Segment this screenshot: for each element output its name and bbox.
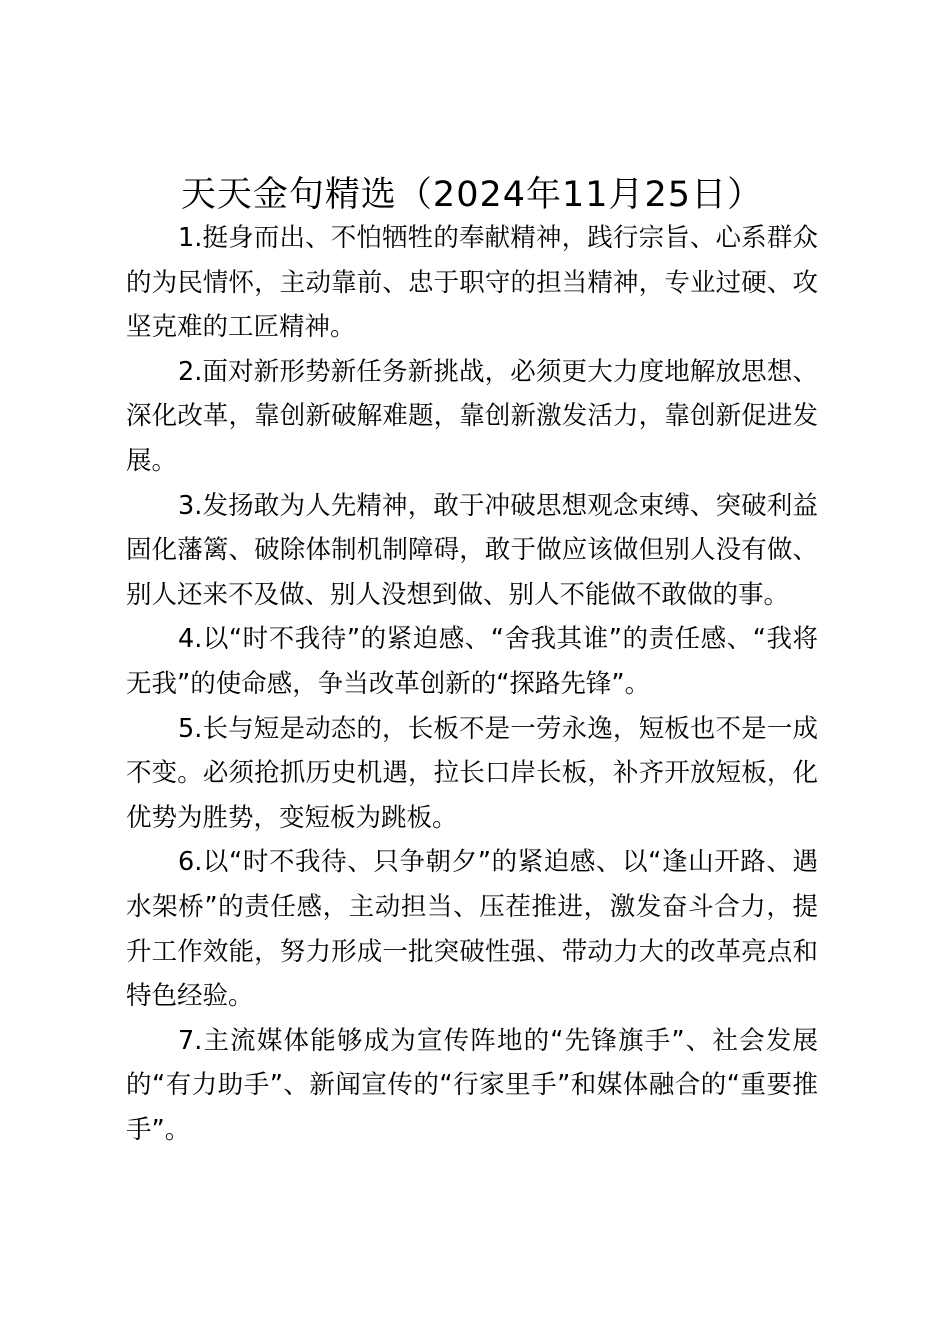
document-title: 天天金句精选（2024年11月25日） bbox=[180, 175, 764, 215]
paragraph-4: 4.以“时不我待”的紧迫感、“舍我其谁”的责任感、“我将无我”的使命感，争当改革创新的“探路先锋”。 bbox=[126, 624, 818, 699]
paragraph-5: 5.长与短是动态的，长板不是一劳永逸，短板也不是一成不变。必须抢抓历史机遇，拉长口岸长板，补齐开放短板，化优势为胜势，变短板为跳板。 bbox=[126, 713, 818, 833]
paragraph-6: 6.以“时不我待、只争朝夕”的紧迫感、以“逢山开路、遇水架桥”的责任感，主动担当、压茬推进，激发奋斗合力，提升工作效能，努力形成一批突破性强、带动力大的改革亮点和特色经验。 bbox=[126, 847, 818, 1012]
document-body bbox=[126, 216, 818, 1152]
paragraph-7: 7.主流媒体能够成为宣传阵地的“先锋旗手”、社会发展的“有力助手”、新闻宣传的“行家里手”和媒体融合的“重要推手”。 bbox=[126, 1025, 818, 1145]
paragraph-2: 2.面对新形势新任务新挑战，必须更大力度地解放思想、深化改革，靠创新破解难题，靠创新激发活力，靠创新促进发展。 bbox=[126, 356, 818, 476]
paragraph-1: 1.挺身而出、不怕牺牲的奉献精神，践行宗旨、心系群众的为民情怀，主动靠前、忠于职守的担当精神，专业过硬、攻坚克难的工匠精神。 bbox=[126, 223, 818, 343]
paragraph-3: 3.发扬敢为人先精神，敢于冲破思想观念束缚、突破利益固化藩篱、破除体制机制障碍，敢于做应该做但别人没有做、别人还来不及做、别人没想到做、别人不能做不敢做的事。 bbox=[126, 490, 818, 610]
